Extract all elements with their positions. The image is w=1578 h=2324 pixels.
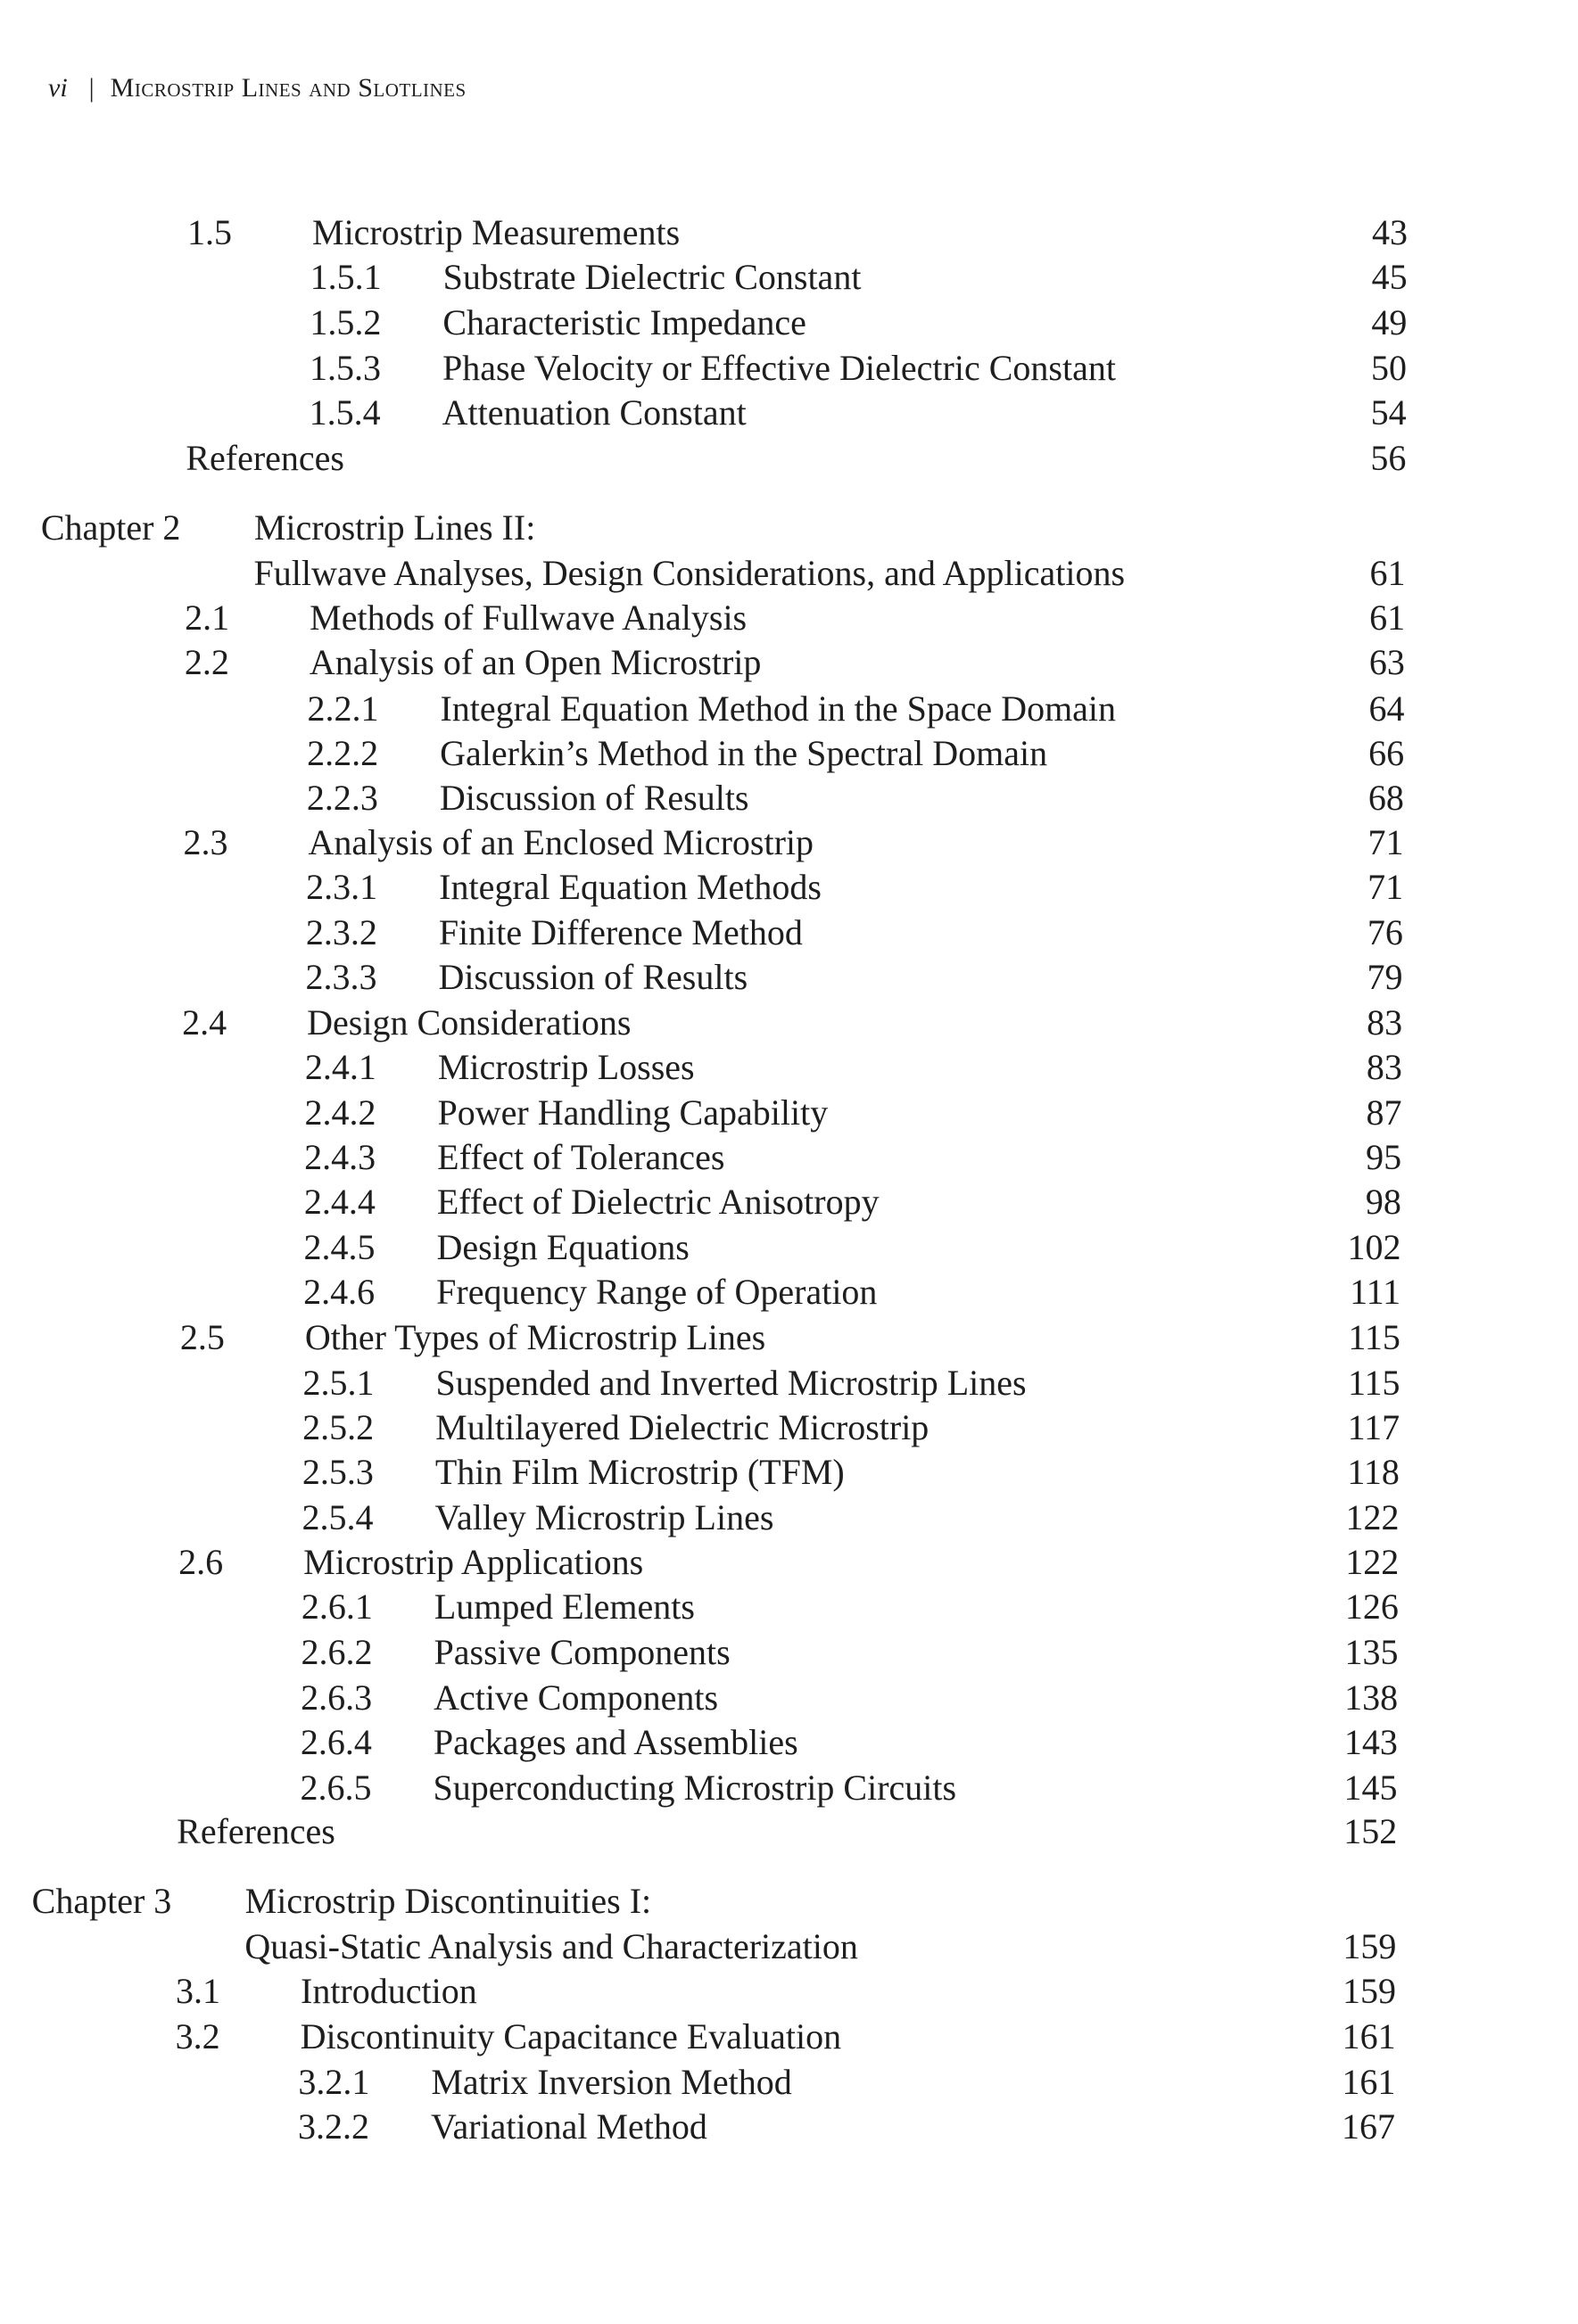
toc-entry [0,346,1578,391]
toc-entry [0,596,1578,640]
page-number: 63 [1368,642,1405,682]
section-number: 1.5.2 [310,302,382,342]
page-number: 159 [1343,1971,1397,2011]
section-title: Valley Microstrip Lines [434,1497,774,1537]
chapter-title: Fullwave Analyses, Design Considerations, and Applications [253,553,1126,593]
toc-entry [0,1225,1578,1270]
toc-entry [0,1091,1578,1135]
toc-entry [0,1676,1578,1720]
toc-entry [0,1135,1578,1180]
section-number: 2.6.2 [301,1632,373,1672]
section-title: Methods of Fullwave Analysis [310,597,748,638]
page-number: 71 [1367,822,1404,862]
section-number: 2.6.3 [301,1677,373,1718]
section-title: Design Equations [436,1227,690,1267]
section-title: References [177,1811,335,1851]
section-title: Integral Equation Methods [439,867,822,907]
section-number: 2.2.1 [307,688,379,729]
section-number: 2.5 [179,1317,225,1357]
section-number: 2.4.3 [304,1137,376,1177]
section-title: Power Handling Capability [437,1092,829,1133]
page-number: 45 [1371,257,1408,297]
section-title: Active Components [434,1677,719,1718]
section-title: Microstrip Measurements [312,212,681,252]
toc-entry [0,1630,1578,1675]
toc-entry [0,255,1578,300]
toc-entry [0,1450,1578,1495]
chapter-label: Chapter 3 [31,1881,172,1921]
section-number: 2.2.3 [306,778,378,818]
page-number: 138 [1344,1677,1399,1718]
toc-entry [0,301,1578,345]
section-number: 3.2.1 [298,2062,370,2102]
section-title: Passive Components [434,1632,731,1672]
toc-entry [0,865,1578,910]
section-number: 2.4 [182,1002,227,1043]
page-number: 68 [1367,778,1404,818]
section-number: 2.5.2 [302,1407,375,1447]
toc-entry [0,731,1578,776]
section-title: Discussion of Results [438,957,748,997]
section-title: Design Considerations [307,1002,632,1043]
section-number: 2.6.4 [300,1722,372,1762]
section-title: Analysis of an Open Microstrip [309,642,762,682]
page-number: 115 [1348,1317,1400,1357]
toc-entry [0,1924,1578,1969]
toc-entry [0,776,1578,820]
page-number: 115 [1347,1363,1400,1403]
section-title: References [186,438,344,478]
running-head-separator: | [88,73,95,103]
page-number: 61 [1369,597,1406,638]
toc-entry [0,1315,1578,1360]
section-number: 3.2 [175,2016,220,2056]
section-title: Superconducting Microstrip Circuits [433,1768,957,1808]
page-number: 71 [1367,867,1404,907]
toc-entry [0,391,1578,435]
toc-entry [0,1585,1578,1629]
page-number: 152 [1343,1811,1398,1851]
section-number: 2.4.2 [304,1092,376,1133]
toc-entry [0,2060,1578,2105]
page-number: 43 [1372,212,1408,252]
toc-entry [0,911,1578,955]
toc-entry [0,551,1578,596]
toc-entry [0,2015,1578,2059]
section-title: Effect of Dielectric Anisotropy [436,1182,880,1222]
section-number: 1.5.1 [310,257,382,297]
page-number: 143 [1343,1722,1398,1762]
section-number: 1.5 [187,212,232,252]
section-title: Discussion of Results [439,778,749,818]
page-number: 56 [1370,438,1407,478]
section-title: Matrix Inversion Method [431,2062,792,2102]
page-number: 135 [1344,1632,1399,1672]
toc-entry [0,1180,1578,1224]
page-number: 122 [1345,1497,1400,1537]
section-title: Lumped Elements [434,1586,695,1627]
toc-entry [0,1766,1578,1810]
toc-entry [0,1496,1578,1540]
toc-entry [0,1809,1578,1854]
page-number: 54 [1370,392,1407,433]
section-title: Attenuation Constant [442,392,747,433]
toc-entry [0,1361,1578,1405]
toc-entry [0,687,1578,731]
section-number: 2.5.1 [302,1363,375,1403]
page-number: 79 [1367,957,1403,997]
page-number: 64 [1368,688,1405,729]
section-title: Multilayered Dielectric Microstrip [435,1407,929,1447]
section-number: 1.5.4 [309,392,381,433]
page-number: 66 [1368,733,1405,773]
page-number: 161 [1342,2016,1396,2056]
page-number: 83 [1367,1002,1403,1043]
page-number: 161 [1342,2062,1396,2102]
toc-entry [0,1045,1578,1090]
section-title: Characteristic Impedance [442,302,806,342]
section-title: Discontinuity Capacitance Evaluation [300,2016,842,2056]
section-title: Suspended and Inverted Microstrip Lines [435,1363,1027,1403]
page-number: 95 [1366,1137,1402,1177]
toc-entry [0,436,1578,481]
page-number: 102 [1347,1227,1401,1267]
section-number: 2.4.4 [303,1182,376,1222]
section-title: Frequency Range of Operation [436,1272,878,1312]
section-title: Analysis of an Enclosed Microstrip [308,822,814,862]
section-number: 2.3.1 [306,867,378,907]
chapter-title: Microstrip Discontinuities I: [244,1881,652,1921]
section-title: Effect of Tolerances [437,1137,725,1177]
section-title: Other Types of Microstrip Lines [304,1317,766,1357]
running-head-title: Microstrip Lines and Slotlines [110,73,467,103]
toc-entry [0,640,1578,685]
page-number: 76 [1367,912,1403,952]
section-number: 3.2.2 [298,2106,369,2147]
section-number: 2.4.5 [303,1227,376,1267]
section-number: 2.3.3 [305,957,377,997]
page-number: 117 [1347,1407,1400,1447]
toc-entry [0,1540,1578,1585]
page-number: 126 [1344,1586,1399,1627]
page-number: 167 [1342,2106,1395,2147]
section-title: Galerkin’s Method in the Spectral Domain [440,733,1048,773]
page-number: 159 [1343,1926,1397,1966]
section-number: 2.5.3 [302,1452,374,1492]
section-number: 2.2.2 [307,733,379,773]
section-title: Finite Difference Method [438,912,803,952]
section-number: 2.6.1 [301,1586,373,1627]
toc-entry [0,1270,1578,1314]
page-number: 122 [1345,1542,1400,1582]
chapter-label: Chapter 2 [40,507,181,548]
toc-entry [0,1969,1578,2014]
section-number: 1.5.3 [309,348,381,388]
section-number: 2.6 [178,1542,224,1582]
page-folio: vi [48,73,68,103]
toc-entry [0,2105,1578,2149]
section-title: Phase Velocity or Effective Dielectric Constant [442,348,1116,388]
section-number: 2.3 [183,822,228,862]
chapter-title: Quasi-Static Analysis and Characterization [244,1926,858,1966]
toc-entry [0,506,1578,550]
page-number: 111 [1350,1272,1401,1312]
page-number: 87 [1366,1092,1402,1133]
toc-entry [0,1720,1578,1765]
section-number: 2.3.2 [305,912,377,952]
section-number: 2.4.1 [304,1047,376,1087]
toc-entry [0,955,1578,1000]
section-title: Substrate Dielectric Constant [442,257,862,297]
section-title: Variational Method [431,2106,707,2147]
section-number: 3.1 [176,1971,220,2011]
section-number: 2.2 [184,642,229,682]
section-title: Packages and Assemblies [433,1722,798,1762]
section-title: Microstrip Applications [303,1542,644,1582]
toc-entry [0,820,1578,865]
section-title: Microstrip Losses [437,1047,695,1087]
toc-entry [0,1001,1578,1045]
section-title: Thin Film Microstrip (TFM) [434,1452,845,1492]
chapter-title: Microstrip Lines II: [253,507,536,548]
page-number: 145 [1343,1768,1398,1808]
page-number: 118 [1347,1452,1400,1492]
toc-entry [0,1405,1578,1450]
section-number: 2.5.4 [302,1497,374,1537]
section-number: 2.4.6 [303,1272,376,1312]
section-title: Integral Equation Method in the Space Domain [440,688,1117,729]
page-number: 61 [1369,553,1406,593]
section-number: 2.1 [185,597,230,638]
page-number: 49 [1371,302,1408,342]
page-number: 98 [1365,1182,1401,1222]
section-title: Introduction [301,1971,477,2011]
section-number: 2.6.5 [300,1768,372,1808]
toc-entry [0,210,1578,255]
page-number: 50 [1371,348,1407,388]
page-number: 83 [1366,1047,1402,1087]
toc-entry [0,1879,1578,1924]
